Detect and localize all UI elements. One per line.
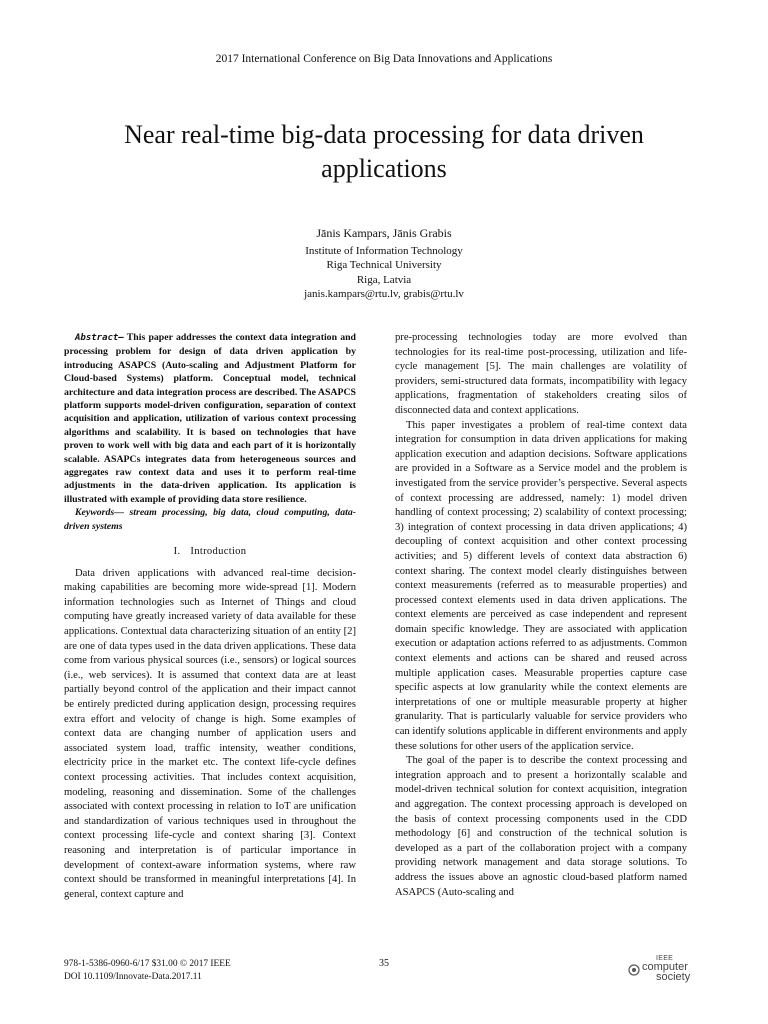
intro-paragraph-3: The goal of the paper is to describe the context processing and integration approach and to present a horizontally scalable and model-driven technical solution for context acquisition, integration and aggregation. The context processing approach is developed on the basis of context processing components used in the CDD methodology [6] and construction of the technical solution is developed as a part of the collaboration project with a company providing network management and data storage solutions. To address the issues above an agnostic cloud-based platform named ASAPCS (Auto-scaling and xyxy=(395,755,687,898)
affiliation-university: Riga Technical University xyxy=(326,259,442,272)
left-column xyxy=(64,331,356,902)
title-line-1: Near real-time big-data processing for data driven xyxy=(124,120,644,149)
logo-ieee-text: IEEE xyxy=(656,955,674,962)
paper-title xyxy=(60,118,708,186)
authors: Jānis Kampars, Jānis Grabis xyxy=(316,226,452,240)
footer-isbn: 978-1-5386-0960-6/17 $31.00 © 2017 IEEE xyxy=(64,959,231,969)
affiliation-institute: Institute of Information Technology xyxy=(305,245,463,257)
conference-header: 2017 International Conference on Big Data Innovations and Applications xyxy=(215,53,553,65)
affiliation-block xyxy=(0,244,768,302)
title-line-2: applications xyxy=(321,154,447,183)
footer-doi: DOI 10.1109/Innovate-Data.2017.11 xyxy=(64,972,202,982)
intro-paragraph-2: This paper investigates a problem of real-time context data integration for consumption in data driven applications for making application execution and adaption decisions. Software applications are provided in a Software as a Service model and the problem is investigated from the service provider’s perspective. Several aspects of context processing are addressed, namely: 1) model driven handling of context processing; 2) scalability of context processing; 3) integration of context processing in data driven applications; 4) decoupling of context acquisition and other context processing activities; and 5) different levels of context data abstraction 6) context sharing. The context model clearly distinguishes between context measurements (referred as to measurable properties) and processed context elements used in data driven applications. The context elements are perceived as case independent and represent domain specific knowledge. They are associated with application execution or adaptation actions referred to as adjustments. Common context elements and actions can be shared and reused across multiple application cases. Measurable properties capture case specific aspects at low granularity while the context elements are interpretations of one or multiple measurable property at higher granularity. That is particularly valuable for service providers who can identify solutions applicable in different environments and apply these solutions for other users of the application service. xyxy=(395,419,687,752)
abstract-lead: Abstract— xyxy=(75,333,124,343)
intro-paragraph-1: Data driven applications with advanced real-time decision-making capabilities are becoming more wide-spread [1]. Modern information technologies such as Internet of Things and cloud computing have greatly increased variety of data available for these applications. Contextual data characterizing situation of an entity [2] are one of data types used in the data driven applications. These data come from various physical sources (i.e., sensors) or logical sources (i.e., web services). It is assumed that context data are at least partially beyond control of the application and their impact cannot be entirely predicted during application design, processing requires extra effort and velocity of change is high. Some examples of context data are changing number of application users and associated system load, traffic intensity, weather conditions, electricity price in the market etc. The context life-cycle defines context processing activities. That includes context acquisition, modeling, reasoning and dissemination. Some of the challenges associated with context processing in relation to IoT are unification and standardization of various techniques used in throughout the context processing life-cycle and context sharing [3]. Context reasoning and interpretation is of particular importance in development of context-aware information systems, where raw context should be transformed in meaningful interpretations [4]. In general, context capture and xyxy=(64,567,356,900)
abstract-text: This paper addresses the context data integration and processing problem for design of data driven application by introducing ASAPCS (Auto-scaling and Adjustment Platform for Cloud-based Systems) platform. Conceptual model, technical architecture and data integration process are described. The ASAPCS platform supports model-driven configuration, separation of context acquisition and application, utilization of various context processing algorithms and scalability. It is based on technologies that have proven to work well with big data and each part of it is horizontally scalable. ASAPCs integrates data from heterogeneous sources and aggregates raw context data and uses it to perform real-time adjustments in the data-driven application. Its application is illustrated with example of providing data store resilience. xyxy=(64,332,356,505)
section-heading-introduction xyxy=(64,545,356,560)
ieee-logo-icon xyxy=(628,964,640,976)
section-number: I. xyxy=(173,546,181,558)
affiliation-emails: janis.kampars@rtu.lv, grabis@rtu.lv xyxy=(304,288,464,301)
keywords: Keywords— stream processing, big data, cloud computing, data-driven systems xyxy=(64,507,356,532)
ieee-computer-society-logo xyxy=(628,955,698,989)
logo-computer-text: computer xyxy=(642,961,688,973)
right-column xyxy=(395,331,687,900)
section-title: Introduction xyxy=(190,546,247,558)
intro-paragraph-continued: pre-processing technologies today are more evolved than technologies for its real-time post-processing, utilization and life-cycle management [5]. The main challenges are volatility of providers, semi-structured data formats, incompatibility with legacy applications, fragmentation of stakeholders creating silos of disconnected data and context applications. xyxy=(395,332,687,416)
abstract xyxy=(64,331,356,506)
logo-society-text: society xyxy=(656,971,691,983)
affiliation-location: Riga, Latvia xyxy=(356,273,412,286)
page-number: 35 xyxy=(379,958,389,969)
